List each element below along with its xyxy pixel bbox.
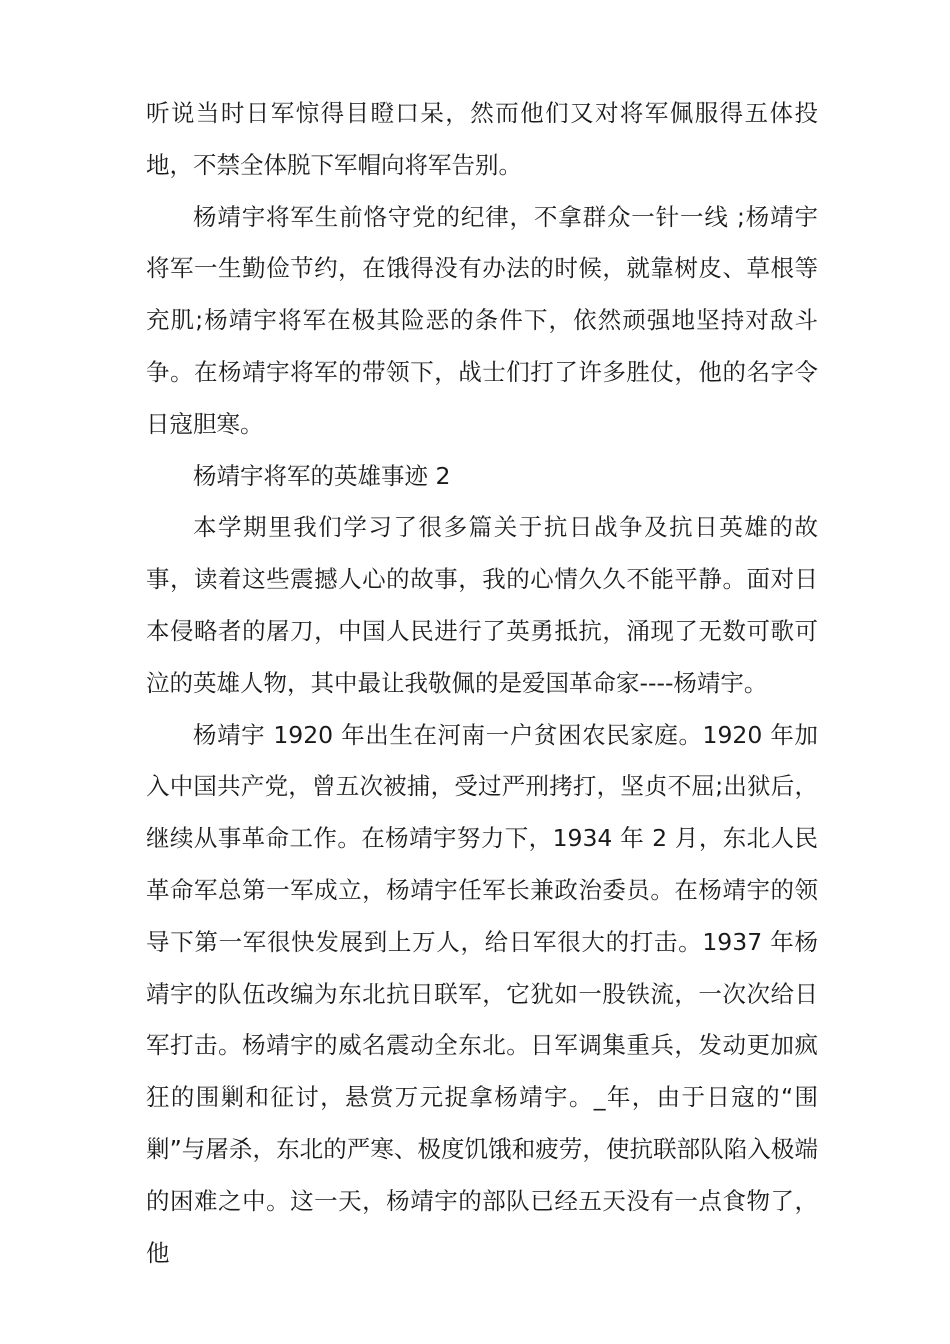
paragraph-3: 本学期里我们学习了很多篇关于抗日战争及抗日英雄的故事，读着这些震撼人心的故事，我的心情久久不能平静。面对日本侵略者的屠刀，中国人民进行了英勇抵抗，涌现了无数可歌可泣的英雄人物，其中最让我敬佩的是爱国革命家----杨靖宇。 (146, 513, 818, 697)
section-heading: 杨靖宇将军的英雄事迹 2 (193, 461, 451, 490)
document-body (146, 88, 818, 1279)
paragraph-2: 杨靖宇将军生前恪守党的纪律，不拿群众一针一线 ;杨靖宇将军一生勤俭节约，在饿得没有办法的时候，就靠树皮、草根等充肌;杨靖宇将军在极其险恶的条件下，依然顽强地坚持对敌斗争。在杨靖宇将军的带领下，战士们打了许多胜仗，他的名字令日寇胆寒。 (146, 202, 818, 438)
paragraph-4: 杨靖宇 1920 年出生在河南一户贫困农民家庭。1920 年加入中国共产党，曾五次被捕，受过严刑拷打，坚贞不屈;出狱后，继续从事革命工作。在杨靖宇努力下，1934 年 2 月，东北人民革命军总第一军成立，杨靖宇任军长兼政治委员。在杨靖宇的领导下第一军很快发展到上万人，给日军很大的打击。1937 年杨靖宇的队伍改编为东北抗日联军，它犹如一股铁流，一次次给日军打击。杨靖宇的威名震动全东北。日军调集重兵，发动更加疯狂的围剿和征讨，悬赏万元捉拿杨靖宇。_年，由于日寇的“围剿”与屠杀，东北的严寒、极度饥饿和疲劳，使抗联部队陷入极端的困难之中。这一天，杨靖宇的部队已经五天没有一点食物了，他 (146, 720, 818, 1267)
paragraph-1: 听说当时日军惊得目瞪口呆，然而他们又对将军佩服得五体投地，不禁全体脱下军帽向将军告别。 (146, 99, 818, 179)
